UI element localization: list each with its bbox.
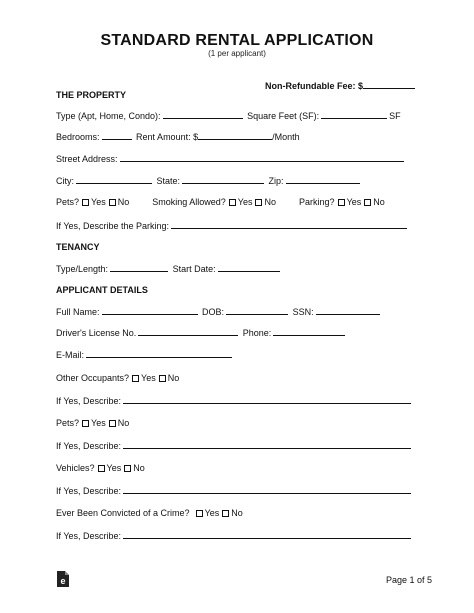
ssn-field[interactable] bbox=[316, 306, 380, 315]
type-label: Type (Apt, Home, Condo): bbox=[56, 111, 161, 121]
yes-label: Yes bbox=[237, 197, 253, 207]
parking-describe-label: If Yes, Describe the Parking: bbox=[56, 221, 170, 231]
street-field[interactable] bbox=[120, 153, 404, 162]
section-the-property: THE PROPERTY bbox=[56, 90, 127, 100]
type-length-field[interactable] bbox=[110, 263, 168, 272]
start-date-field[interactable] bbox=[218, 263, 280, 272]
row-license-phone bbox=[56, 327, 347, 339]
applicant-pets-no-checkbox[interactable] bbox=[109, 420, 116, 427]
rent-label: Rent Amount: $ bbox=[136, 132, 199, 142]
sqft-label: Square Feet (SF): bbox=[247, 111, 320, 121]
parking-question: Parking? bbox=[299, 197, 335, 207]
property-pets-yes-checkbox[interactable] bbox=[82, 199, 89, 206]
yes-label: Yes bbox=[91, 418, 106, 428]
pets-describe-field[interactable] bbox=[123, 440, 411, 449]
describe-label: If Yes, Describe: bbox=[56, 441, 122, 451]
no-label: No bbox=[117, 418, 130, 428]
rent-field[interactable] bbox=[198, 131, 272, 140]
sf-suffix: SF bbox=[389, 111, 401, 121]
smoking-question: Smoking Allowed? bbox=[152, 197, 226, 207]
email-label: E-Mail: bbox=[56, 350, 85, 360]
city-label: City: bbox=[56, 176, 74, 186]
row-vehicles bbox=[56, 462, 145, 474]
row-email bbox=[56, 349, 234, 361]
row-parking-describe bbox=[56, 220, 409, 232]
crime-describe-field[interactable] bbox=[123, 530, 411, 539]
crime-yes-checkbox[interactable] bbox=[196, 510, 203, 517]
license-field[interactable] bbox=[138, 327, 238, 336]
ssn-label: SSN: bbox=[292, 307, 314, 317]
page-number: Page 1 of 5 bbox=[385, 575, 432, 585]
row-occupants-describe bbox=[56, 395, 413, 407]
smoking-no-checkbox[interactable] bbox=[255, 199, 262, 206]
phone-field[interactable] bbox=[273, 327, 345, 336]
license-label: Driver's License No. bbox=[56, 328, 137, 338]
yes-label: Yes bbox=[91, 197, 106, 207]
street-label: Street Address: bbox=[56, 154, 118, 164]
full-name-label: Full Name: bbox=[56, 307, 100, 317]
applicant-pets-yes-checkbox[interactable] bbox=[82, 420, 89, 427]
no-label: No bbox=[231, 508, 243, 518]
svg-text:e: e bbox=[60, 576, 66, 586]
occupants-describe-field[interactable] bbox=[123, 395, 411, 404]
vehicles-no-checkbox[interactable] bbox=[124, 465, 131, 472]
describe-label: If Yes, Describe: bbox=[56, 531, 122, 541]
bedrooms-field[interactable] bbox=[102, 131, 132, 140]
fee-field[interactable] bbox=[363, 80, 415, 89]
page-title: STANDARD RENTAL APPLICATION bbox=[100, 32, 374, 49]
dob-field[interactable] bbox=[226, 306, 288, 315]
occupants-yes-checkbox[interactable] bbox=[132, 375, 139, 382]
no-label: No bbox=[264, 197, 276, 207]
type-length-label: Type/Length: bbox=[56, 264, 109, 274]
row-street bbox=[56, 153, 406, 165]
smoking-yes-checkbox[interactable] bbox=[229, 199, 236, 206]
section-tenancy: TENANCY bbox=[56, 242, 100, 252]
state-field[interactable] bbox=[182, 175, 264, 184]
occupants-no-checkbox[interactable] bbox=[159, 375, 166, 382]
no-label: No bbox=[373, 197, 385, 207]
row-crime-describe bbox=[56, 530, 413, 542]
row-pets-describe bbox=[56, 440, 413, 452]
vehicles-describe-field[interactable] bbox=[123, 485, 411, 494]
row-type-length bbox=[56, 263, 282, 275]
describe-label: If Yes, Describe: bbox=[56, 486, 122, 496]
yes-label: Yes bbox=[141, 373, 156, 383]
zip-field[interactable] bbox=[286, 175, 360, 184]
parking-describe-field[interactable] bbox=[171, 220, 407, 229]
describe-label: If Yes, Describe: bbox=[56, 396, 122, 406]
fee-label: Non-Refundable Fee: $ bbox=[265, 81, 364, 91]
row-city-state-zip bbox=[56, 175, 362, 187]
row-pets-smoking-parking bbox=[56, 196, 385, 208]
row-bedrooms-rent bbox=[56, 131, 300, 143]
phone-label: Phone: bbox=[242, 328, 272, 338]
bedrooms-label: Bedrooms: bbox=[56, 132, 100, 142]
full-name-field[interactable] bbox=[102, 306, 198, 315]
city-field[interactable] bbox=[76, 175, 152, 184]
no-label: No bbox=[117, 197, 130, 207]
dob-label: DOB: bbox=[202, 307, 225, 317]
crime-question: Ever Been Convicted of a Crime? bbox=[56, 508, 190, 518]
document-e-icon bbox=[56, 571, 70, 587]
crime-no-checkbox[interactable] bbox=[222, 510, 229, 517]
zip-label: Zip: bbox=[268, 176, 284, 186]
row-name-dob-ssn bbox=[56, 306, 382, 318]
parking-no-checkbox[interactable] bbox=[364, 199, 371, 206]
state-label: State: bbox=[156, 176, 181, 186]
yes-label: Yes bbox=[106, 463, 122, 473]
parking-yes-checkbox[interactable] bbox=[338, 199, 345, 206]
row-pets bbox=[56, 417, 129, 429]
type-field[interactable] bbox=[163, 110, 243, 119]
yes-label: Yes bbox=[204, 508, 220, 518]
start-date-label: Start Date: bbox=[172, 264, 216, 274]
vehicles-yes-checkbox[interactable] bbox=[98, 465, 105, 472]
per-month-label: /Month bbox=[272, 132, 300, 142]
vehicles-question: Vehicles? bbox=[56, 463, 95, 473]
page-subtitle: (1 per applicant) bbox=[208, 49, 266, 58]
email-field[interactable] bbox=[86, 349, 232, 358]
pets-question: Pets? bbox=[56, 418, 80, 428]
no-label: No bbox=[133, 463, 145, 473]
row-vehicles-describe bbox=[56, 485, 413, 497]
pets-question: Pets? bbox=[56, 197, 80, 207]
row-occupants bbox=[56, 372, 179, 384]
row-type-sqft bbox=[56, 110, 401, 122]
fee-row bbox=[265, 80, 417, 91]
section-applicant-details: APPLICANT DETAILS bbox=[56, 285, 148, 295]
sqft-field[interactable] bbox=[321, 110, 387, 119]
property-pets-no-checkbox[interactable] bbox=[109, 199, 116, 206]
row-crime bbox=[56, 507, 243, 519]
occupants-question: Other Occupants? bbox=[56, 373, 130, 383]
yes-label: Yes bbox=[346, 197, 362, 207]
no-label: No bbox=[167, 373, 180, 383]
